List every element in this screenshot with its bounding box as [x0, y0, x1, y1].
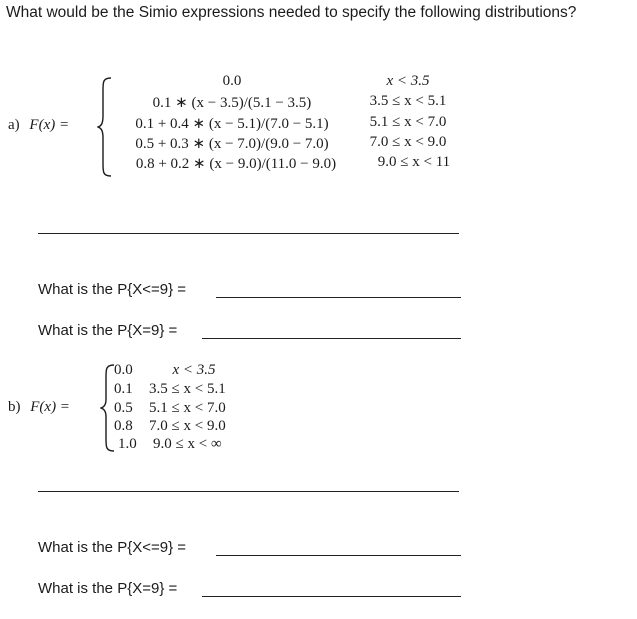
piece-condition: 3.5 ≤ x < 5.1 — [369, 93, 447, 109]
part-a-answer-2-blank[interactable] — [202, 338, 461, 339]
piece-condition: 9.0 ≤ x < ∞ — [153, 436, 222, 452]
part-a-answer-1-blank[interactable] — [216, 297, 461, 298]
piece-condition: 9.0 ≤ x < 11 — [377, 154, 451, 170]
piece-expression: 0.5 — [114, 400, 133, 416]
piece-expression: 0.0 — [222, 73, 242, 89]
piece-condition: 7.0 ≤ x < 9.0 — [149, 418, 226, 434]
part-b-answer-line[interactable] — [38, 491, 459, 492]
piece-condition: 3.5 ≤ x < 5.1 — [149, 381, 226, 397]
piece-condition: 5.1 ≤ x < 7.0 — [149, 400, 226, 416]
piece-expression: 0.5 + 0.3 ∗ (x − 7.0)/(9.0 − 7.0) — [135, 136, 329, 152]
piece-condition: x < 3.5 — [172, 362, 216, 378]
part-b-function: F(x) = — [30, 399, 70, 415]
part-b-answer-1-blank[interactable] — [216, 555, 461, 556]
part-a-question-2: What is the P{X=9} = — [38, 322, 178, 339]
piece-expression: 1.0 — [118, 436, 137, 452]
part-a-question-1: What is the P{X<=9} = — [38, 281, 187, 298]
piece-expression: 0.1 ∗ (x − 3.5)/(5.1 − 3.5) — [152, 95, 312, 111]
part-b-question-2: What is the P{X=9} = — [38, 580, 178, 597]
piece-condition: 7.0 ≤ x < 9.0 — [369, 134, 447, 150]
part-b-question-1: What is the P{X<=9} = — [38, 539, 187, 556]
part-a-letter: a) — [8, 117, 20, 133]
part-a-label — [8, 117, 69, 134]
part-b-letter: b) — [8, 399, 21, 415]
question-heading: What would be the Simio expressions needed to specify the following distributions? — [6, 4, 577, 21]
piece-expression: 0.1 — [114, 381, 133, 397]
part-b-answer-2-blank[interactable] — [202, 596, 461, 597]
part-b-label — [8, 399, 70, 416]
part-a-function: F(x) = — [29, 117, 70, 133]
piece-condition: x < 3.5 — [386, 73, 430, 89]
piece-expression: 0.8 + 0.2 ∗ (x − 9.0)/(11.0 − 9.0) — [135, 156, 337, 172]
part-a-answer-line[interactable] — [38, 233, 459, 234]
piece-expression: 0.0 — [114, 362, 133, 378]
part-a-brace — [97, 76, 113, 178]
piece-expression: 0.8 — [114, 418, 133, 434]
piece-condition: 5.1 ≤ x < 7.0 — [369, 114, 447, 130]
piece-expression: 0.1 + 0.4 ∗ (x − 5.1)/(7.0 − 5.1) — [135, 116, 329, 132]
